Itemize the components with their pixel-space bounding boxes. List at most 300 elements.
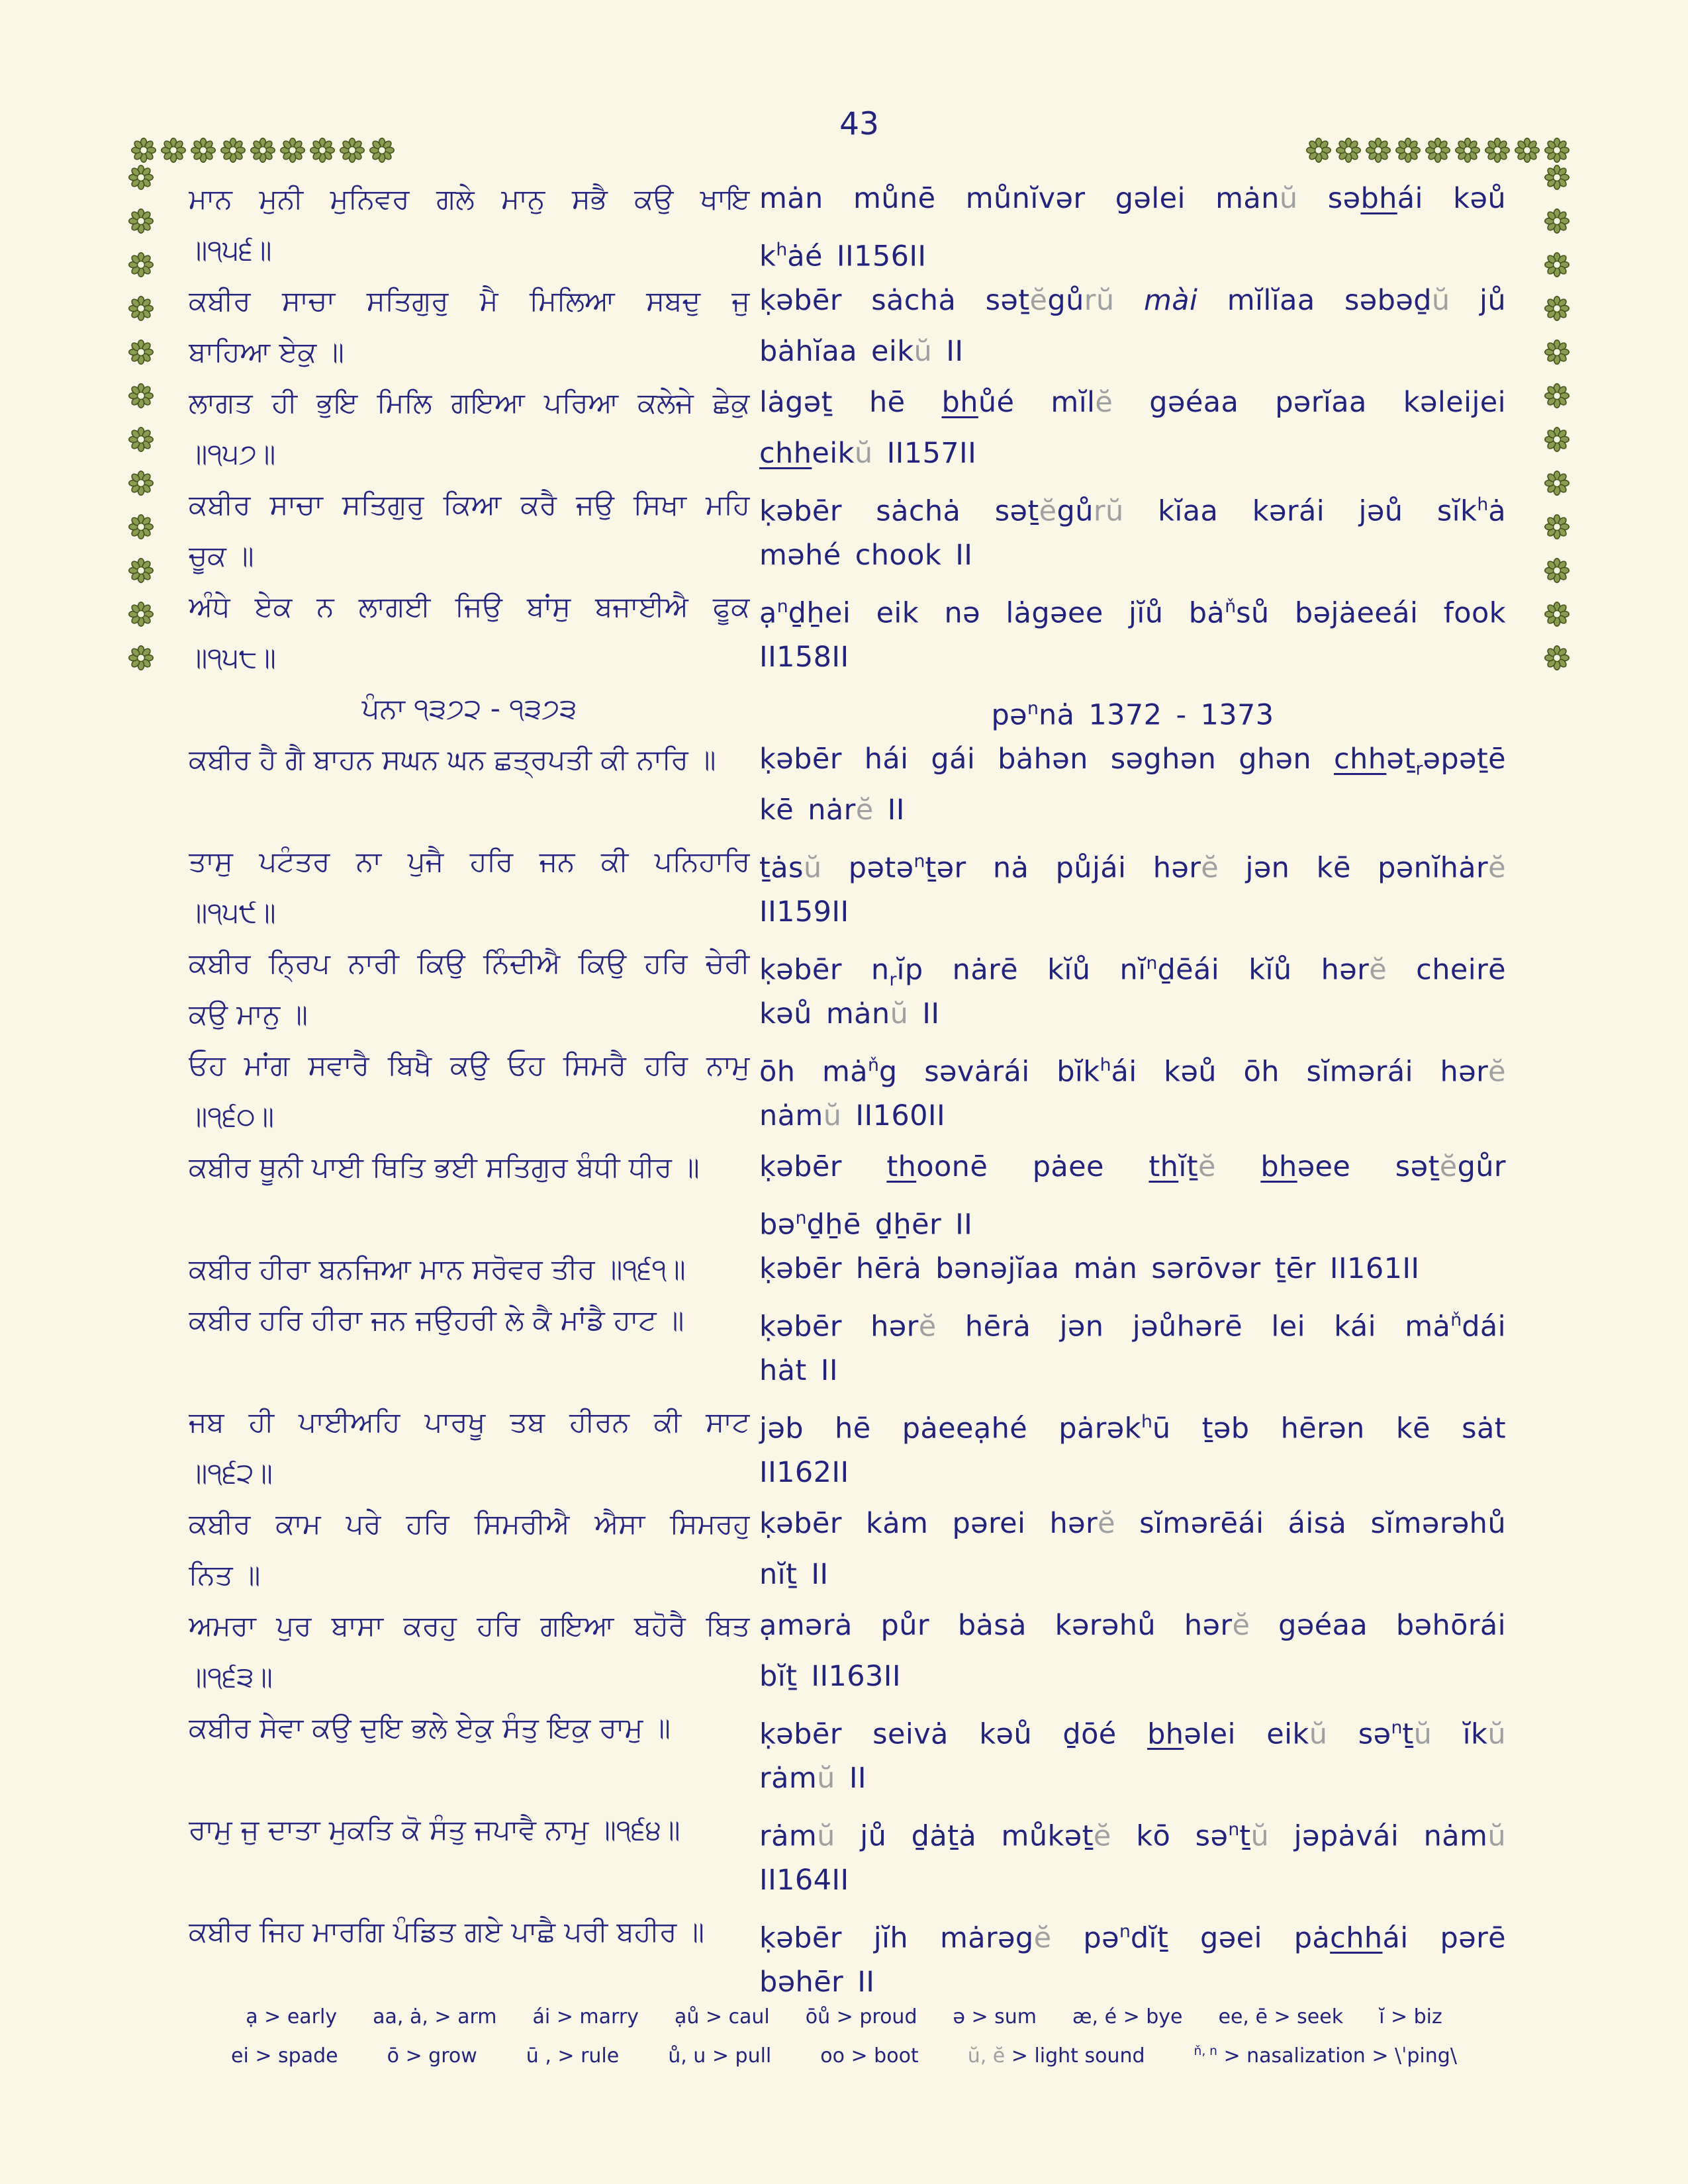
text-segment: nȧm: [759, 1099, 823, 1132]
text-segment: ḏẖei eik nə lȧgəee jĭů bȧ: [788, 596, 1225, 630]
gurmukhi-verse: [189, 1600, 750, 1702]
flower-rosette-icon: [1484, 137, 1511, 163]
transliteration-line: [759, 581, 1506, 632]
silent-letter: ĕ: [918, 1310, 937, 1343]
text-segment: nĭṯ II: [759, 1558, 829, 1591]
legend-item: [820, 2044, 918, 2068]
transliteration-line: [759, 1804, 1506, 1855]
text-segment: ái pərē: [1382, 1921, 1507, 1955]
text-segment: ḳəbēr sȧchȧ səṯ: [759, 494, 1039, 528]
text-segment: ĭ > biz: [1379, 2005, 1442, 2028]
transliteration-line: [759, 632, 1506, 683]
transliteration-line: [759, 530, 1506, 581]
text-segment: ḳəbēr kȧm pərei hər: [759, 1507, 1098, 1540]
gurmukhi-verse: [189, 173, 750, 275]
text-segment: əṯ: [1386, 743, 1416, 776]
flower-rosette-icon: [128, 339, 154, 365]
text-segment: ạ: [759, 596, 777, 630]
gurmukhi-line: ਕਬੀਰ ਸੇਵਾ ਕਉ ਦੁਇ ਭਲੇ ਏਕੁ ਸੰਤੁ ਇਕੁ ਰਾਮੁ ॥: [189, 1711, 671, 1744]
text-segment: ḳəbēr seivȧ kəů ḏōé: [759, 1717, 1148, 1751]
gurmukhi-line: ਕਬੀਰ ਹੈ ਗੈ ਬਾਹਨ ਸਘਨ ਘਨ ਛਤ੍ਰਪਤੀ ਕੀ ਨਾਰਿ ॥: [189, 743, 716, 776]
transliteration-verse: [759, 1804, 1506, 1906]
text-segment: kĭaa kərái jəů sĭk: [1123, 494, 1477, 528]
silent-letter: rŭ: [1093, 494, 1124, 528]
silent-letter: ŭ: [854, 437, 873, 470]
silent-letter: ĕ: [1488, 851, 1507, 885]
gurmukhi-verse: [189, 1702, 750, 1804]
text-segment: ň: [1450, 1310, 1462, 1330]
text-segment: n: [1027, 698, 1039, 719]
text-segment: II157II: [872, 437, 977, 470]
verse-table: [189, 173, 1506, 2008]
gurmukhi-line: ॥੧੬੨॥: [189, 1457, 273, 1489]
text-segment: ĭp nȧrē kĭů nĭ: [896, 953, 1147, 987]
gurmukhi-line: ਕਉ ਮਾਨੁ ॥: [189, 998, 308, 1030]
gurmukhi-line: ॥੧੫੬॥: [189, 234, 272, 266]
text-segment: ḳəbēr hērȧ bənəjĭaa mȧn sərōvər ṯēr II161II: [759, 1252, 1420, 1285]
text-segment: əpəṯē: [1423, 743, 1506, 776]
text-segment: əlei eik: [1184, 1717, 1309, 1751]
text-segment: nȧ 1372 - 1373: [1038, 698, 1274, 732]
text-segment: ū ṯəb hērən kē sȧt: [1152, 1412, 1506, 1445]
text-segment: gůr: [1457, 1150, 1506, 1183]
text-segment: ḳəbēr hər: [759, 1310, 919, 1343]
pronunciation-legend: [0, 2005, 1688, 2068]
flower-rosette-icon: [128, 470, 154, 496]
flower-rosette-icon: [128, 251, 154, 278]
text-segment: n: [914, 851, 925, 872]
text-segment: th: [886, 1150, 917, 1183]
flower-rosette-icon: [128, 164, 154, 191]
transliteration-line: [759, 1957, 1506, 2008]
text-segment: ōh mȧ: [759, 1055, 868, 1089]
transliteration-line: [759, 887, 1506, 938]
flower-rosette-icon: [1544, 557, 1570, 584]
flower-rosette-icon: [1544, 208, 1570, 234]
transliteration-line: [759, 1040, 1506, 1091]
text-segment: ái kəů: [1397, 182, 1506, 215]
text-segment: sĭmərēái áisȧ sĭmərəhů: [1115, 1507, 1506, 1540]
text-segment: h: [776, 240, 788, 260]
flower-rosette-icon: [279, 137, 306, 163]
text-segment: sə: [1297, 182, 1361, 215]
text-segment: n: [776, 596, 788, 617]
text-segment: n: [1119, 1921, 1131, 1942]
flower-rosette-icon: [128, 426, 154, 453]
silent-letter: ŭ: [890, 997, 909, 1030]
flower-rosette-icon: [1544, 601, 1570, 627]
gurmukhi-line: ਕਬੀਰ ਜਿਹ ਮਾਰਗਿ ਪੰਡਿਤ ਗਏ ਪਾਛੈ ਪਰੀ ਬਹੀਰ ॥: [189, 1915, 704, 1948]
text-segment: g səvȧrái bĭk: [878, 1055, 1100, 1089]
text-segment: rȧm: [759, 1819, 818, 1853]
silent-letter: ŭ: [1487, 1819, 1506, 1853]
transliteration-verse: [759, 479, 1506, 581]
flower-rosette-icon: [309, 137, 336, 163]
transliteration-line: [759, 785, 1506, 836]
gurmukhi-line: ਕਬੀਰ ਥੂਨੀ ਪਾਈ ਥਿਤਿ ਭਈ ਸਤਿਗੁਰ ਬੰਧੀ ਧੀਰ ॥: [189, 1151, 700, 1183]
text-segment: hȧt II: [759, 1354, 838, 1387]
transliteration-line: [759, 1702, 1506, 1753]
silent-letter: ŭ: [914, 335, 933, 368]
text-segment: n: [1146, 953, 1158, 974]
silent-letter: ĕ: [1439, 1150, 1458, 1183]
text-segment: ĭṯ: [1178, 1150, 1198, 1183]
text-segment: II158II: [759, 641, 849, 674]
text-segment: ḳəbēr sȧchȧ səṯ: [759, 284, 1030, 317]
page-number: 43: [839, 106, 879, 142]
text-segment: bə: [759, 1208, 796, 1242]
gurmukhi-line: ਕਬੀਰ ਕਾਮ ਪਰੇ ਹਰਿ ਸਿਮਰੀਐ ਐਸਾ ਸਿਮਰਹੁ: [189, 1508, 750, 1540]
silent-letter: ŭ: [1487, 1717, 1506, 1751]
silent-letter: ŭ: [817, 1762, 835, 1795]
legend-item: [526, 2044, 619, 2068]
flower-rosette-icon: [128, 295, 154, 322]
text-segment: bəhēr II: [759, 1966, 875, 1999]
gurmukhi-line: ਚੂਕ ॥: [189, 539, 254, 572]
gurmukhi-verse: [189, 1906, 750, 2008]
text-segment: ḏẖē ḏẖēr II: [806, 1208, 973, 1242]
silent-letter: ŭ: [1279, 182, 1298, 215]
gurmukhi-line: ਜਬ ਹੀ ਪਾਈਅਹਿ ਪਾਰਖੂ ਤਬ ਹੀਰਨ ਕੀ ਸਾਟ: [189, 1406, 750, 1438]
silent-letter: ĕ: [1093, 1819, 1111, 1853]
transliteration-line: [759, 938, 1506, 989]
gurmukhi-line: ਕਬੀਰ ਹਰਿ ਹੀਰਾ ਜਨ ਜਉਹਰੀ ਲੇ ਕੈ ਮਾਂਡੈ ਹਾਟ ॥: [189, 1304, 684, 1336]
text-segment: ḳəbēr jĭh mȧrəg: [759, 1921, 1034, 1955]
gurmukhi-line: ਬਾਹਿਆ ਏਕੁ ॥: [189, 336, 344, 368]
text-segment: dái: [1462, 1310, 1506, 1343]
flower-rosette-icon: [1544, 383, 1570, 409]
silent-letter: ŭ: [803, 851, 822, 885]
text-segment: [1216, 1150, 1261, 1183]
flower-rosette-icon: [339, 137, 365, 163]
text-segment: æ, é > bye: [1072, 2005, 1183, 2028]
text-segment: ōů > proud: [805, 2005, 917, 2028]
transliteration-line: [759, 1651, 1506, 1702]
gurmukhi-line: ਅੰਧੇ ਏਕ ਨ ਲਾਗਈ ਜਿਉ ਬਾਂਸੁ ਬਜਾਈਐ ਫੂਕ: [189, 590, 750, 623]
text-segment: II: [908, 997, 940, 1030]
transliteration-verse: [759, 1702, 1506, 1804]
text-segment: ō > grow: [387, 2044, 477, 2068]
flower-rosette-icon: [1365, 137, 1391, 163]
text-segment: chh: [1330, 1921, 1383, 1955]
text-segment: oonē pȧee: [916, 1150, 1149, 1183]
gurmukhi-line: ਲਾਗਤ ਹੀ ਭੁਇ ਮਿਲਿ ਗਇਆ ਪਰਿਆ ਕਲੇਜੇ ਛੇਕੁ: [189, 387, 750, 419]
transliteration-line: [759, 836, 1506, 887]
gurmukhi-verse: [189, 479, 750, 581]
gurmukhi-verse: [189, 1295, 750, 1396]
text-segment: bh: [1360, 182, 1397, 215]
text-segment: bȧhĭaa eik: [759, 335, 914, 368]
text-segment: cheirē: [1387, 953, 1507, 987]
text-segment: sů bəjȧeeái fook: [1236, 596, 1506, 630]
transliteration-line: [759, 683, 1506, 734]
page-reference-transliteration: [759, 683, 1506, 734]
text-segment: mài: [1143, 284, 1198, 317]
flower-rosette-icon: [128, 514, 154, 540]
text-segment: ȧé II156II: [787, 240, 927, 273]
silent-letter: ĕ: [1095, 386, 1113, 419]
transliteration-line: [759, 1549, 1506, 1600]
text-segment: II: [932, 335, 964, 368]
gurmukhi-verse: [189, 1498, 750, 1600]
flower-rosette-icon: [128, 208, 154, 234]
text-segment: jəpȧvái nȧm: [1269, 1819, 1488, 1853]
legend-item: [231, 2044, 338, 2068]
transliteration-line: [759, 734, 1506, 785]
text-segment: rȧm: [759, 1762, 818, 1795]
text-segment: ee, ē > seek: [1218, 2005, 1344, 2028]
transliteration-line: [759, 989, 1506, 1040]
legend-item: [1219, 2005, 1344, 2028]
silent-letter: rŭ: [1084, 284, 1115, 317]
text-segment: ạů > caul: [674, 2005, 770, 2028]
text-segment: gəéaa bəhōrái: [1250, 1609, 1506, 1642]
silent-letter: ŭ, ĕ: [967, 2044, 1006, 2068]
transliteration-line: [759, 224, 1506, 275]
text-segment: ň: [1225, 596, 1237, 617]
flower-rosette-icon: [160, 137, 187, 163]
transliteration-line: [759, 173, 1506, 224]
transliteration-line: [759, 1753, 1506, 1804]
gurmukhi-line: ॥੧੫੯॥: [189, 896, 276, 929]
text-segment: ṯȧs: [759, 851, 804, 885]
legend-item: [806, 2005, 917, 2028]
silent-letter: ĕ: [1201, 851, 1219, 885]
flower-rosette-icon: [130, 137, 157, 163]
flower-rosette-icon: [1544, 514, 1570, 540]
flower-rosette-icon: [1544, 426, 1570, 453]
text-segment: II162II: [759, 1456, 849, 1489]
text-segment: mȧn můnē můnĭvər gəlei mȧn: [759, 182, 1280, 215]
gurmukhi-line: ਕਬੀਰ ਨ੍ਰਿਪ ਨਾਰੀ ਕਿਉ ਨਿੰਦੀਐ ਕਿਉ ਹਰਿ ਚੇਰੀ: [189, 947, 750, 979]
text-segment: ạmərȧ půr bȧsȧ kərəhů hər: [759, 1609, 1233, 1642]
text-segment: r: [1415, 758, 1423, 780]
transliteration-verse: [759, 173, 1506, 275]
text-segment: jů ḏȧṯȧ můkəṯ: [835, 1819, 1094, 1853]
legend-row: [0, 2044, 1688, 2068]
legend-item: [953, 2005, 1037, 2028]
gurmukhi-line: ਪੰਨਾ ੧੩੭੨ - ੧੩੭੩: [361, 692, 577, 725]
gurmukhi-verse: [189, 1396, 750, 1498]
text-segment: oo > boot: [820, 2044, 919, 2068]
gurmukhi-line: ਅਮਰਾ ਪੁਰ ਬਾਸਾ ਕਰਹੁ ਹਰਿ ਗਇਆ ਬਹੋਰੈ ਬਿਤ: [189, 1610, 750, 1642]
silent-letter: ŭ: [1413, 1717, 1432, 1751]
text-segment: chh: [759, 437, 812, 470]
text-segment: ái > marry: [532, 2005, 639, 2028]
transliteration-verse: [759, 1244, 1506, 1295]
gurmukhi-line: ਕਬੀਰ ਹੀਰਾ ਬਨਜਿਆ ਮਾਨ ਸਰੋਵਰ ਤੀਰ ॥੧੬੧॥: [189, 1253, 686, 1285]
text-segment: gəéaa pərĭaa kəleijei: [1113, 386, 1506, 419]
text-segment: mĭlĭaa səbəḏ: [1197, 284, 1432, 317]
flower-rosette-icon: [128, 383, 154, 409]
text-segment: n: [1228, 1819, 1240, 1840]
text-segment: ň, n: [1194, 2044, 1217, 2058]
flower-rosette-icon: [1544, 251, 1570, 278]
text-segment: ə > sum: [953, 2005, 1037, 2028]
text-segment: bĭṯ II163II: [759, 1660, 901, 1693]
legend-item: [246, 2005, 337, 2028]
transliteration-line: [759, 275, 1506, 326]
text-segment: th: [1149, 1150, 1179, 1183]
text-segment: II: [835, 1762, 867, 1795]
text-segment: hērȧ jən jəůhərē lei kái mȧ: [936, 1310, 1451, 1343]
silent-letter: ĕ: [1039, 494, 1057, 528]
flower-rosette-icon: [1544, 164, 1570, 191]
silent-letter: ĕ: [1369, 953, 1387, 987]
transliteration-line: [759, 1345, 1506, 1396]
text-segment: sə: [1327, 1717, 1391, 1751]
text-segment: gů: [1056, 494, 1094, 528]
silent-letter: ĕ: [1488, 1055, 1507, 1089]
text-segment: n: [795, 1208, 807, 1228]
transliteration-line: [759, 326, 1506, 377]
text-segment: h: [1100, 1055, 1111, 1075]
text-segment: gů: [1047, 284, 1084, 317]
transliteration-verse: [759, 1498, 1506, 1600]
text-segment: h: [1141, 1412, 1152, 1432]
gurmukhi-line: ਤਾਸੁ ਪਟੰਤਰ ਨਾ ਪੁਜੈ ਹਰਿ ਜਨ ਕੀ ਪਨਿਹਾਰਿ: [189, 845, 750, 878]
gurmukhi-line: ਓਹ ਮਾਂਗ ਸਵਾਰੈ ਬਿਖੈ ਕਉ ਓਹ ਸਿਮਰੈ ਹਰਿ ਨਾਮੁ: [189, 1049, 750, 1081]
gurmukhi-verse: [189, 836, 750, 938]
text-segment: > nasalization > \ˈping\: [1217, 2044, 1457, 2068]
text-segment: bh: [941, 386, 978, 419]
transliteration-line: [759, 1244, 1506, 1295]
text-segment: k: [759, 240, 776, 273]
legend-item: [1072, 2005, 1182, 2028]
text-segment: II164II: [759, 1864, 849, 1897]
text-segment: > light sound: [1005, 2044, 1145, 2068]
flower-rosette-icon: [1544, 645, 1570, 671]
text-segment: bh: [1147, 1717, 1184, 1751]
gurmukhi-verse: [189, 275, 750, 377]
gurmukhi-verse: [189, 1244, 750, 1295]
flower-rosette-icon: [1335, 137, 1362, 163]
text-segment: ṯ: [1239, 1819, 1251, 1853]
flower-rosette-icon: [190, 137, 216, 163]
transliteration-verse: [759, 1396, 1506, 1498]
transliteration-line: [759, 1498, 1506, 1549]
silent-letter: ĕ: [1029, 284, 1048, 317]
transliteration-line: [759, 1295, 1506, 1345]
text-segment: kō sə: [1111, 1819, 1229, 1853]
text-segment: lȧgəṯ hē: [759, 386, 942, 419]
legend-item: [968, 2044, 1145, 2068]
silent-letter: ĕ: [1197, 1150, 1216, 1183]
transliteration-line: [759, 1855, 1506, 1906]
text-segment: kəů mȧn: [759, 997, 890, 1030]
transliteration-verse: [759, 275, 1506, 377]
flower-rosette-icon: [1425, 137, 1451, 163]
transliteration-verse: [759, 1906, 1506, 2008]
text-segment: ḳəbēr hái gái bȧhən səghən ghən: [759, 743, 1335, 776]
gurmukhi-line: ਕਬੀਰ ਸਾਚਾ ਸਤਿਗੁਰੁ ਮੈ ਮਿਲਿਆ ਸਬਦੁ ਜੁ: [189, 285, 750, 317]
transliteration-line: [759, 428, 1506, 479]
text-segment: [1115, 284, 1144, 317]
text-segment: r: [889, 969, 897, 990]
silent-letter: ŭ: [1250, 1819, 1270, 1853]
silent-letter: ŭ: [823, 1099, 842, 1132]
transliteration-line: [759, 377, 1506, 428]
gurmukhi-verse: [189, 734, 750, 836]
text-segment: II159II: [759, 895, 849, 929]
text-segment: ůé mĭl: [978, 386, 1096, 419]
transliteration-line: [759, 479, 1506, 530]
text-segment: məhé chook II: [759, 539, 973, 572]
text-segment: ạ > early: [246, 2005, 338, 2028]
text-segment: ů, u > pull: [668, 2044, 772, 2068]
text-segment: jəb hē pȧeeạhé pȧrək: [759, 1412, 1141, 1445]
transliteration-verse: [759, 1142, 1506, 1244]
page-reference-gurmukhi: [189, 683, 750, 734]
transliteration-verse: [759, 1600, 1506, 1702]
legend-item: [373, 2005, 496, 2028]
silent-letter: ĕ: [1033, 1921, 1052, 1955]
gurmukhi-line: ॥੧੫੮॥: [189, 641, 276, 674]
transliteration-verse: [759, 938, 1506, 1040]
transliteration-line: [759, 1447, 1506, 1498]
gurmukhi-verse: [189, 377, 750, 479]
gurmukhi-line: ਨਿਤ ॥: [189, 1559, 261, 1591]
text-segment: eik: [812, 437, 855, 470]
text-segment: pə: [991, 698, 1028, 732]
silent-letter: ŭ: [1431, 284, 1450, 317]
flower-rosette-icon: [128, 645, 154, 671]
legend-item: [533, 2005, 639, 2028]
transliteration-verse: [759, 1040, 1506, 1142]
transliteration-line: [759, 1906, 1506, 1957]
gurmukhi-verse: [189, 1142, 750, 1244]
gurmukhi-verse: [189, 581, 750, 683]
text-segment: jən kē pənĭhȧr: [1219, 851, 1489, 885]
text-segment: kē nȧr: [759, 794, 856, 827]
silent-letter: ŭ: [817, 1819, 835, 1853]
flower-rosette-icon: [128, 601, 154, 627]
text-segment: jů: [1450, 284, 1506, 317]
flower-rosette-icon: [1454, 137, 1481, 163]
transliteration-line: [759, 1396, 1506, 1447]
transliteration-verse: [759, 836, 1506, 938]
gurmukhi-line: ॥੧੬੦॥: [189, 1100, 275, 1132]
text-segment: bh: [1260, 1150, 1297, 1183]
text-segment: II160II: [841, 1099, 946, 1132]
text-segment: ĭk: [1432, 1717, 1488, 1751]
flower-rosette-icon: [1544, 137, 1570, 163]
legend-item: [675, 2005, 770, 2028]
text-segment: ṯər nȧ půjái hər: [925, 851, 1201, 885]
flower-rosette-icon: [1514, 137, 1540, 163]
transliteration-line: [759, 1091, 1506, 1142]
text-segment: ḳəbēr n: [759, 953, 890, 987]
legend-item: [1194, 2044, 1457, 2068]
silent-letter: ĕ: [855, 794, 874, 827]
text-segment: pətə: [821, 851, 914, 885]
silent-letter: ĕ: [1232, 1609, 1250, 1642]
legend-row: [0, 2005, 1688, 2028]
transliteration-verse: [759, 581, 1506, 683]
text-segment: h: [1477, 494, 1489, 515]
text-segment: pə: [1051, 1921, 1119, 1955]
flower-rosette-icon: [220, 137, 246, 163]
gurmukhi-line: ॥੧੫੭॥: [189, 437, 276, 470]
gurmukhi-verse: [189, 1804, 750, 1906]
text-segment: II: [873, 794, 905, 827]
text-segment: chh: [1334, 743, 1387, 776]
flower-rosette-icon: [369, 137, 395, 163]
transliteration-verse: [759, 734, 1506, 836]
flower-rosette-icon: [1395, 137, 1421, 163]
text-segment: ḳəbēr: [759, 1150, 887, 1183]
text-segment: ái kəů ōh sĭmərái hər: [1111, 1055, 1489, 1089]
